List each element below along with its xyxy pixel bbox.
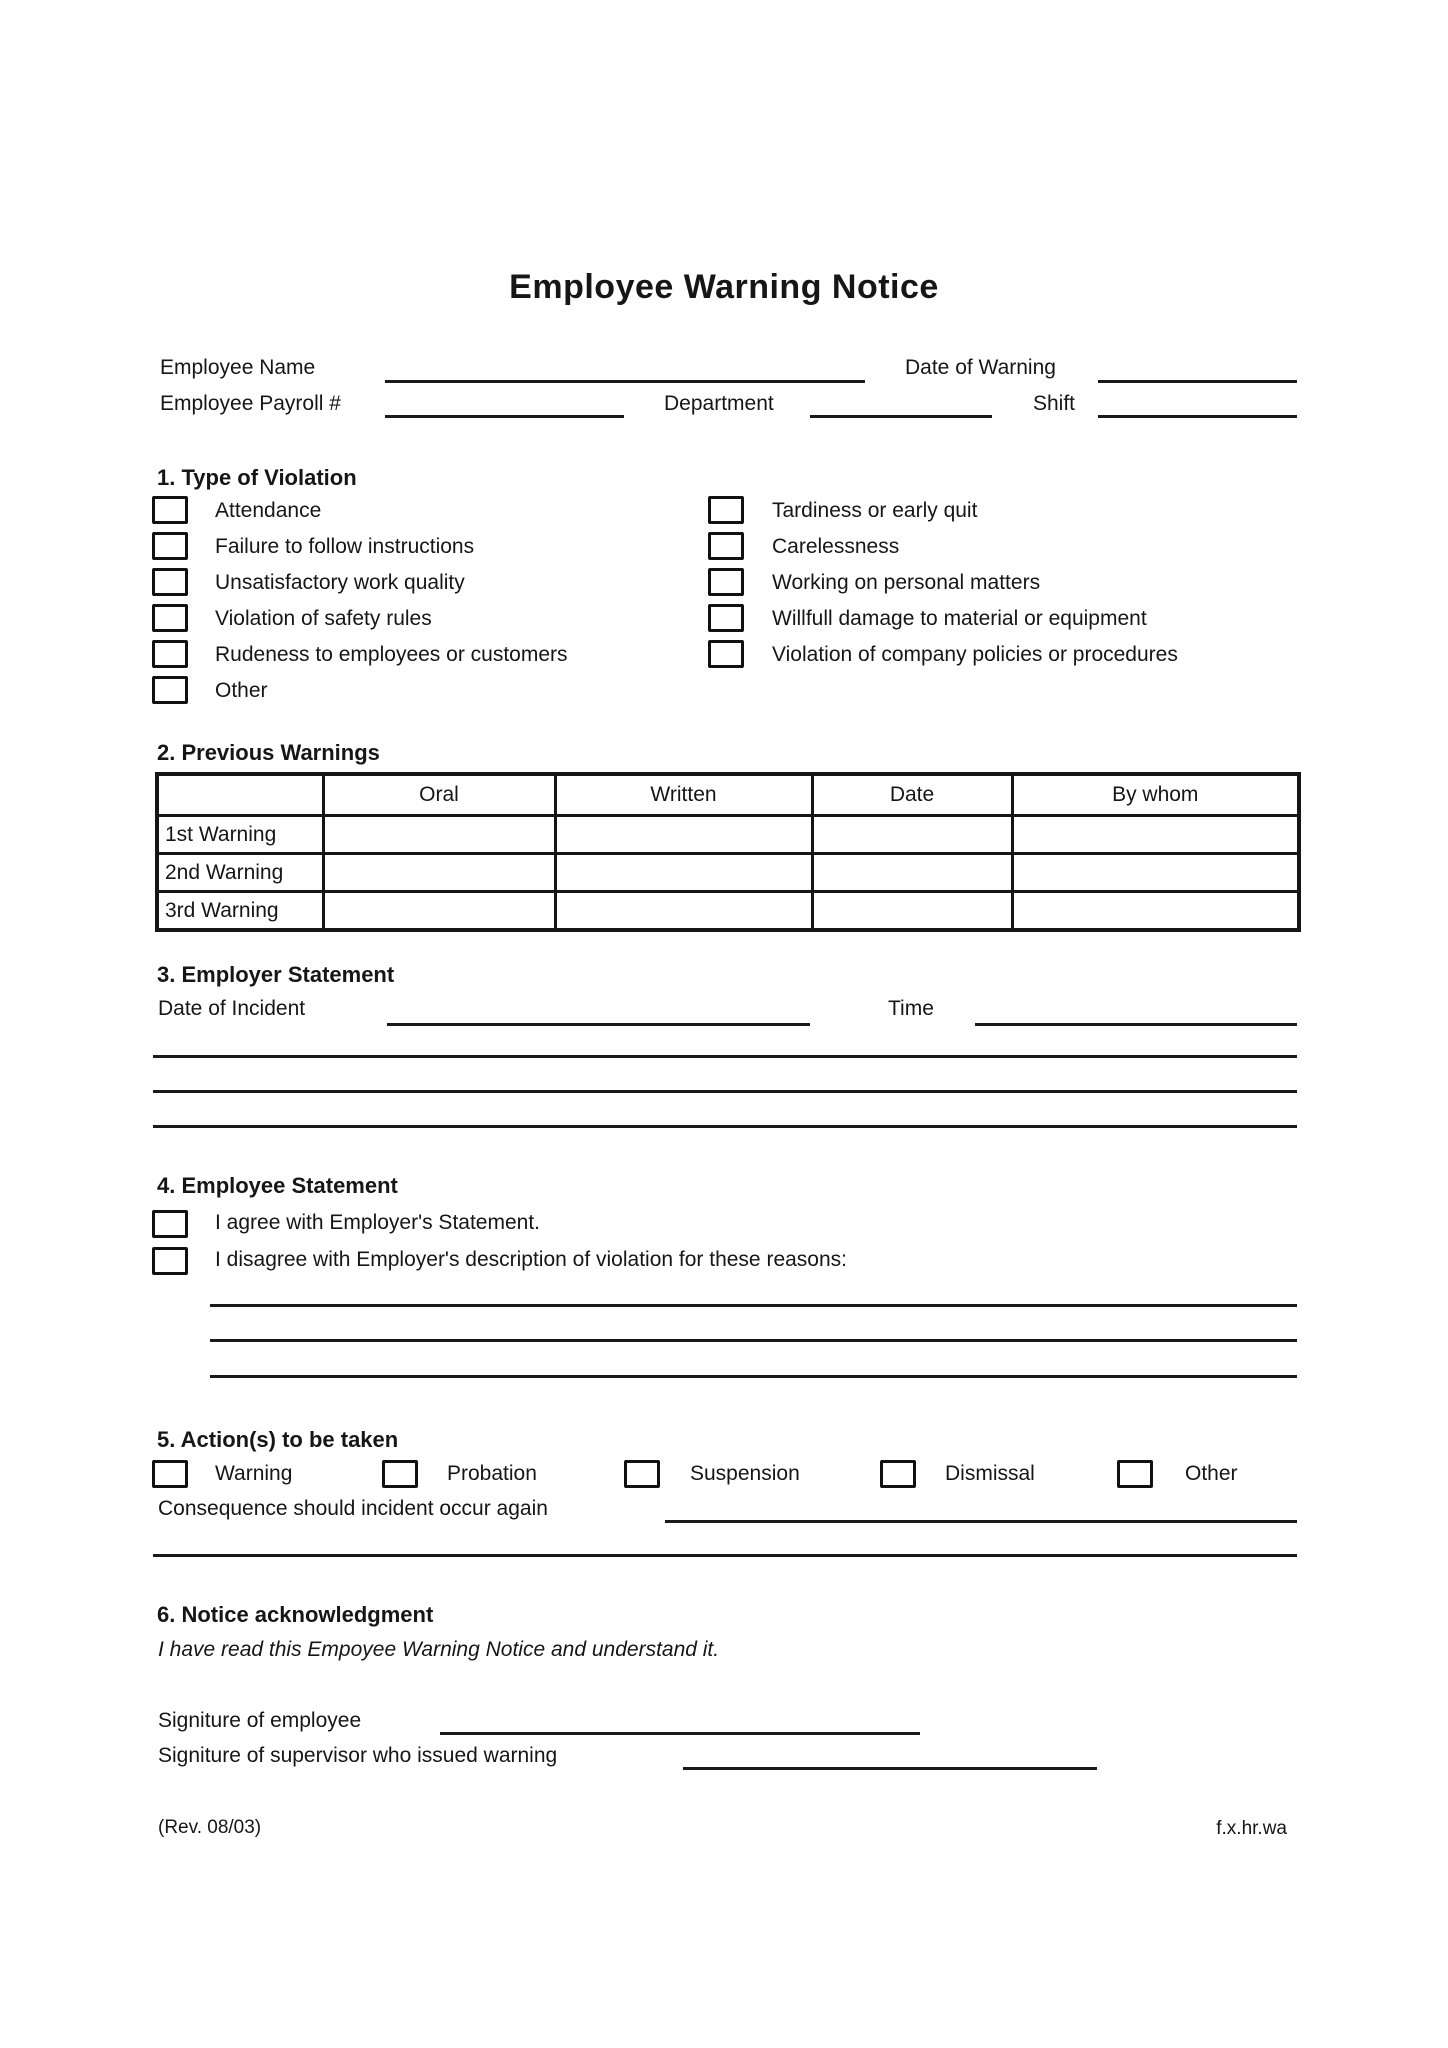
checkbox-dismissal[interactable] <box>880 1460 916 1488</box>
date-of-incident-field[interactable] <box>387 1023 810 1026</box>
checkbox-attendance[interactable] <box>152 496 188 524</box>
column-header-by-whom: By whom <box>1012 774 1299 816</box>
cell-2nd-oral[interactable] <box>323 854 555 892</box>
checkbox-unsatisfactory-work-quality[interactable] <box>152 568 188 596</box>
department-label: Department <box>664 392 774 415</box>
acknowledgment-statement: I have read this Empoyee Warning Notice and understand it. <box>158 1638 720 1661</box>
cell-3rd-date[interactable] <box>812 892 1012 931</box>
section-employee-statement-heading: 4. Employee Statement <box>157 1173 398 1198</box>
cell-2nd-by-whom[interactable] <box>1012 854 1299 892</box>
checkbox-tardiness[interactable] <box>708 496 744 524</box>
signature-employee-label: Signiture of employee <box>158 1709 362 1732</box>
signature-supervisor-label: Signiture of supervisor who issued warning <box>158 1744 558 1767</box>
column-header-written: Written <box>555 774 812 816</box>
employee-payroll-field[interactable] <box>385 415 624 418</box>
violation-label: Carelessness <box>772 535 900 558</box>
violation-label: Failure to follow instructions <box>215 535 475 558</box>
cell-3rd-written[interactable] <box>555 892 812 931</box>
employee-statement-line-1[interactable] <box>210 1304 1297 1307</box>
violation-label: Willfull damage to material or equipment <box>772 607 1147 630</box>
action-label: Other <box>1185 1462 1238 1485</box>
violation-label: Tardiness or early quit <box>772 499 978 522</box>
checkbox-working-personal-matters[interactable] <box>708 568 744 596</box>
checkbox-willfull-damage[interactable] <box>708 604 744 632</box>
section-acknowledgment-heading: 6. Notice acknowledgment <box>157 1602 434 1627</box>
cell-2nd-date[interactable] <box>812 854 1012 892</box>
date-of-warning-field[interactable] <box>1098 380 1297 383</box>
shift-label: Shift <box>1033 392 1076 415</box>
employee-name-label: Employee Name <box>160 356 316 379</box>
checkbox-other-action[interactable] <box>1117 1460 1153 1488</box>
violation-label: Unsatisfactory work quality <box>215 571 465 594</box>
violation-label: Violation of safety rules <box>215 607 432 630</box>
consequence-field-line-1[interactable] <box>665 1520 1297 1523</box>
checkbox-rudeness[interactable] <box>152 640 188 668</box>
violation-label: Rudeness to employees or customers <box>215 643 568 666</box>
signature-supervisor-field[interactable] <box>683 1767 1097 1770</box>
action-label: Suspension <box>690 1462 800 1485</box>
checkbox-failure-to-follow-instructions[interactable] <box>152 532 188 560</box>
time-label: Time <box>888 997 934 1020</box>
time-field[interactable] <box>975 1023 1297 1026</box>
agree-label: I agree with Employer's Statement. <box>215 1211 540 1234</box>
cell-1st-oral[interactable] <box>323 816 555 854</box>
action-label: Dismissal <box>945 1462 1035 1485</box>
employee-statement-line-2[interactable] <box>210 1339 1297 1342</box>
employer-statement-line-3[interactable] <box>153 1125 1297 1128</box>
signature-employee-field[interactable] <box>440 1732 920 1735</box>
section-actions-heading: 5. Action(s) to be taken <box>157 1427 399 1452</box>
department-field[interactable] <box>810 415 992 418</box>
column-header-date: Date <box>812 774 1012 816</box>
section-employer-statement-heading: 3. Employer Statement <box>157 962 395 987</box>
previous-warnings-table <box>155 772 1301 932</box>
column-header-oral: Oral <box>323 774 555 816</box>
date-of-incident-label: Date of Incident <box>158 997 306 1020</box>
checkbox-warning[interactable] <box>152 1460 188 1488</box>
row-header-1st-warning: 1st Warning <box>157 816 323 854</box>
consequence-label: Consequence should incident occur again <box>158 1497 548 1520</box>
checkbox-violation-of-safety-rules[interactable] <box>152 604 188 632</box>
consequence-field-line-2[interactable] <box>153 1554 1297 1557</box>
shift-field[interactable] <box>1098 415 1297 418</box>
revision-note: (Rev. 08/03) <box>158 1817 262 1838</box>
employee-statement-line-3[interactable] <box>210 1375 1297 1378</box>
violation-label: Violation of company policies or procedures <box>772 643 1178 666</box>
cell-1st-date[interactable] <box>812 816 1012 854</box>
cell-3rd-by-whom[interactable] <box>1012 892 1299 931</box>
employee-payroll-label: Employee Payroll # <box>160 392 341 415</box>
action-label: Probation <box>447 1462 537 1485</box>
checkbox-probation[interactable] <box>382 1460 418 1488</box>
section-violation-heading: 1. Type of Violation <box>157 465 357 490</box>
cell-2nd-written[interactable] <box>555 854 812 892</box>
form-code: f.x.hr.wa <box>1216 1818 1287 1839</box>
checkbox-company-policies[interactable] <box>708 640 744 668</box>
violation-label: Other <box>215 679 268 702</box>
date-of-warning-label: Date of Warning <box>905 356 1056 379</box>
table-row <box>157 816 1299 854</box>
checkbox-other-violation[interactable] <box>152 676 188 704</box>
checkbox-disagree[interactable] <box>152 1247 188 1275</box>
violation-label: Attendance <box>215 499 322 522</box>
section-previous-warnings-heading: 2. Previous Warnings <box>157 740 380 765</box>
employer-statement-line-1[interactable] <box>153 1055 1297 1058</box>
checkbox-carelessness[interactable] <box>708 532 744 560</box>
action-label: Warning <box>215 1462 293 1485</box>
violation-label: Working on personal matters <box>772 571 1041 594</box>
table-row <box>157 854 1299 892</box>
employee-name-field[interactable] <box>385 380 865 383</box>
checkbox-agree[interactable] <box>152 1210 188 1238</box>
row-header-3rd-warning: 3rd Warning <box>157 892 323 931</box>
page-title: Employee Warning Notice <box>509 268 939 306</box>
table-corner-cell <box>157 774 323 816</box>
cell-1st-written[interactable] <box>555 816 812 854</box>
disagree-label: I disagree with Employer's description of violation for these reasons: <box>215 1248 847 1271</box>
cell-1st-by-whom[interactable] <box>1012 816 1299 854</box>
cell-3rd-oral[interactable] <box>323 892 555 931</box>
checkbox-suspension[interactable] <box>624 1460 660 1488</box>
row-header-2nd-warning: 2nd Warning <box>157 854 323 892</box>
employer-statement-line-2[interactable] <box>153 1090 1297 1093</box>
table-row <box>157 892 1299 931</box>
